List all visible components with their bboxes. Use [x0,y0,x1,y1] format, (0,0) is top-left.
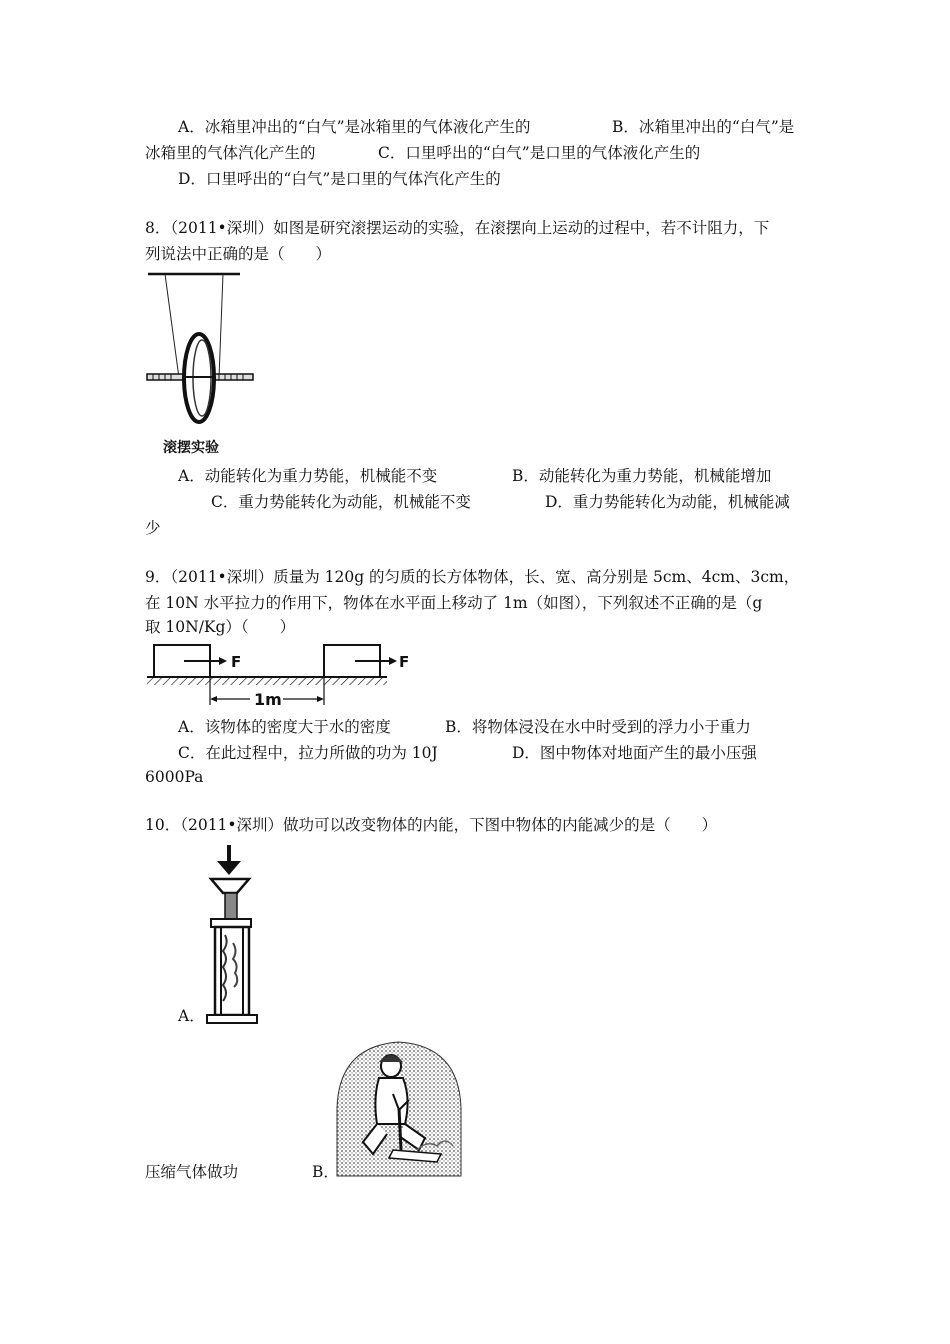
q8-stem-line-1: 8．（2011•深圳）如图是研究滚摆运动的实验，在滚摆向上运动的过程中，若不计阻力，下 [145,219,770,237]
compressed-gas-cylinder-image [203,843,259,1025]
q10-option-b-label: B． [312,1163,339,1181]
q8-figure-caption: 滚摆实验 [163,440,219,456]
distance-label: 1m [254,690,282,709]
q9-block-figure [147,641,410,711]
q7-option-c: C．口里呼出的“白气”是口里的气体液化产生的 [378,144,701,162]
q10-option-a-label: A． [178,1007,205,1025]
q8-stem-line-2: 列说法中正确的是（ ） [145,245,332,263]
q8-option-d-continued: 少 [145,519,161,537]
caveman-drilling-fire-image [333,1038,465,1178]
q10-stem: 10．（2011•深圳）做功可以改变物体的内能，下图中物体的内能减少的是（ ） [145,816,718,834]
force-label-1: F [231,653,242,671]
q9-option-c: C．在此过程中，拉力所做的功为 10J [178,744,438,762]
q7-option-b-continued: 冰箱里的气体汽化产生的 [145,144,316,162]
q10-option-a-description: 压缩气体做功 [145,1163,239,1181]
q9-stem-line-1: 9．（2011•深圳）质量为 120g 的匀质的长方体物体，长、宽、高分别是 5cm、4cm、3cm， [145,568,800,586]
force-label-2: F [399,653,410,671]
q9-option-a: A．该物体的密度大于水的密度 [178,718,391,736]
q8-pendulum-figure [145,268,265,460]
q7-option-b: B．冰箱里冲出的“白气”是 [612,118,795,136]
q8-option-b: B．动能转化为重力势能，机械能增加 [512,467,772,485]
q9-option-b: B．将物体浸没在水中时受到的浮力小于重力 [445,718,751,736]
q8-option-d: D．重力势能转化为动能，机械能减 [545,493,790,511]
q9-option-d: D．图中物体对地面产生的最小压强 [512,744,757,762]
q9-stem-line-2: 在 10N 水平拉力的作用下，物体在水平面上移动了 1m（如图），下列叙述不正确的是（g [145,594,763,612]
q9-option-d-continued: 6000Pa [145,768,204,786]
q7-option-d: D．口里呼出的“白气”是口里的气体汽化产生的 [178,170,501,188]
q8-option-c: C．重力势能转化为动能，机械能不变 [211,493,471,511]
q9-stem-line-3: 取 10N/Kg）（ ） [145,618,296,636]
q8-option-a: A．动能转化为重力势能，机械能不变 [178,467,438,485]
q7-option-a: A．冰箱里冲出的“白气”是冰箱里的气体液化产生的 [178,118,531,136]
